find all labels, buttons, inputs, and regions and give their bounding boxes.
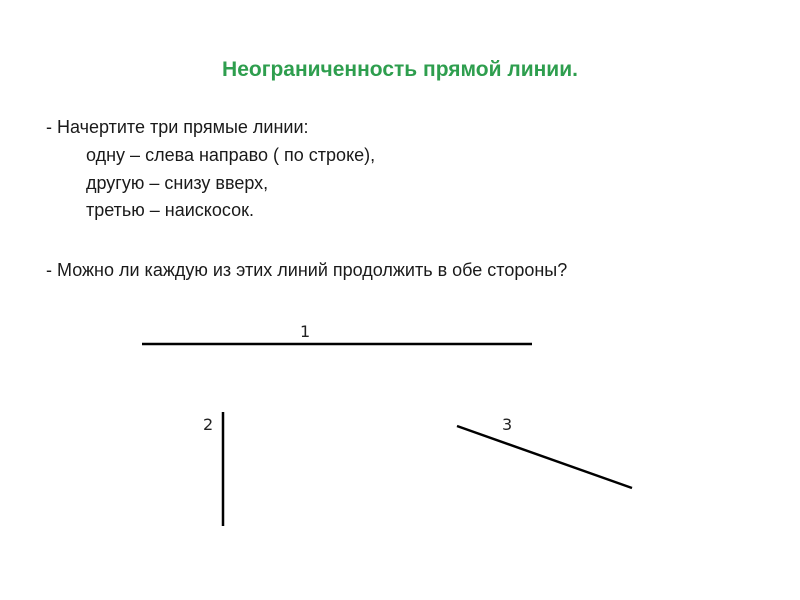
instruction-item-diagonal: третью – наискосок.	[86, 200, 254, 220]
instruction-item-horizontal: одну – слева направо ( по строке),	[86, 145, 376, 165]
instruction-item-vertical: другую – снизу вверх,	[86, 173, 269, 193]
label-line-3: 3	[502, 415, 513, 434]
label-line-1: 1	[300, 322, 311, 341]
instruction-heading: - Начертите три прямые линии:	[46, 117, 309, 137]
diagonal-line	[457, 426, 632, 488]
label-line-2: 2	[203, 415, 214, 434]
question-text: - Можно ли каждую из этих линий продолжить в обе стороны?	[46, 260, 568, 280]
slide-title: Неограниченность прямой линии.	[222, 58, 578, 81]
